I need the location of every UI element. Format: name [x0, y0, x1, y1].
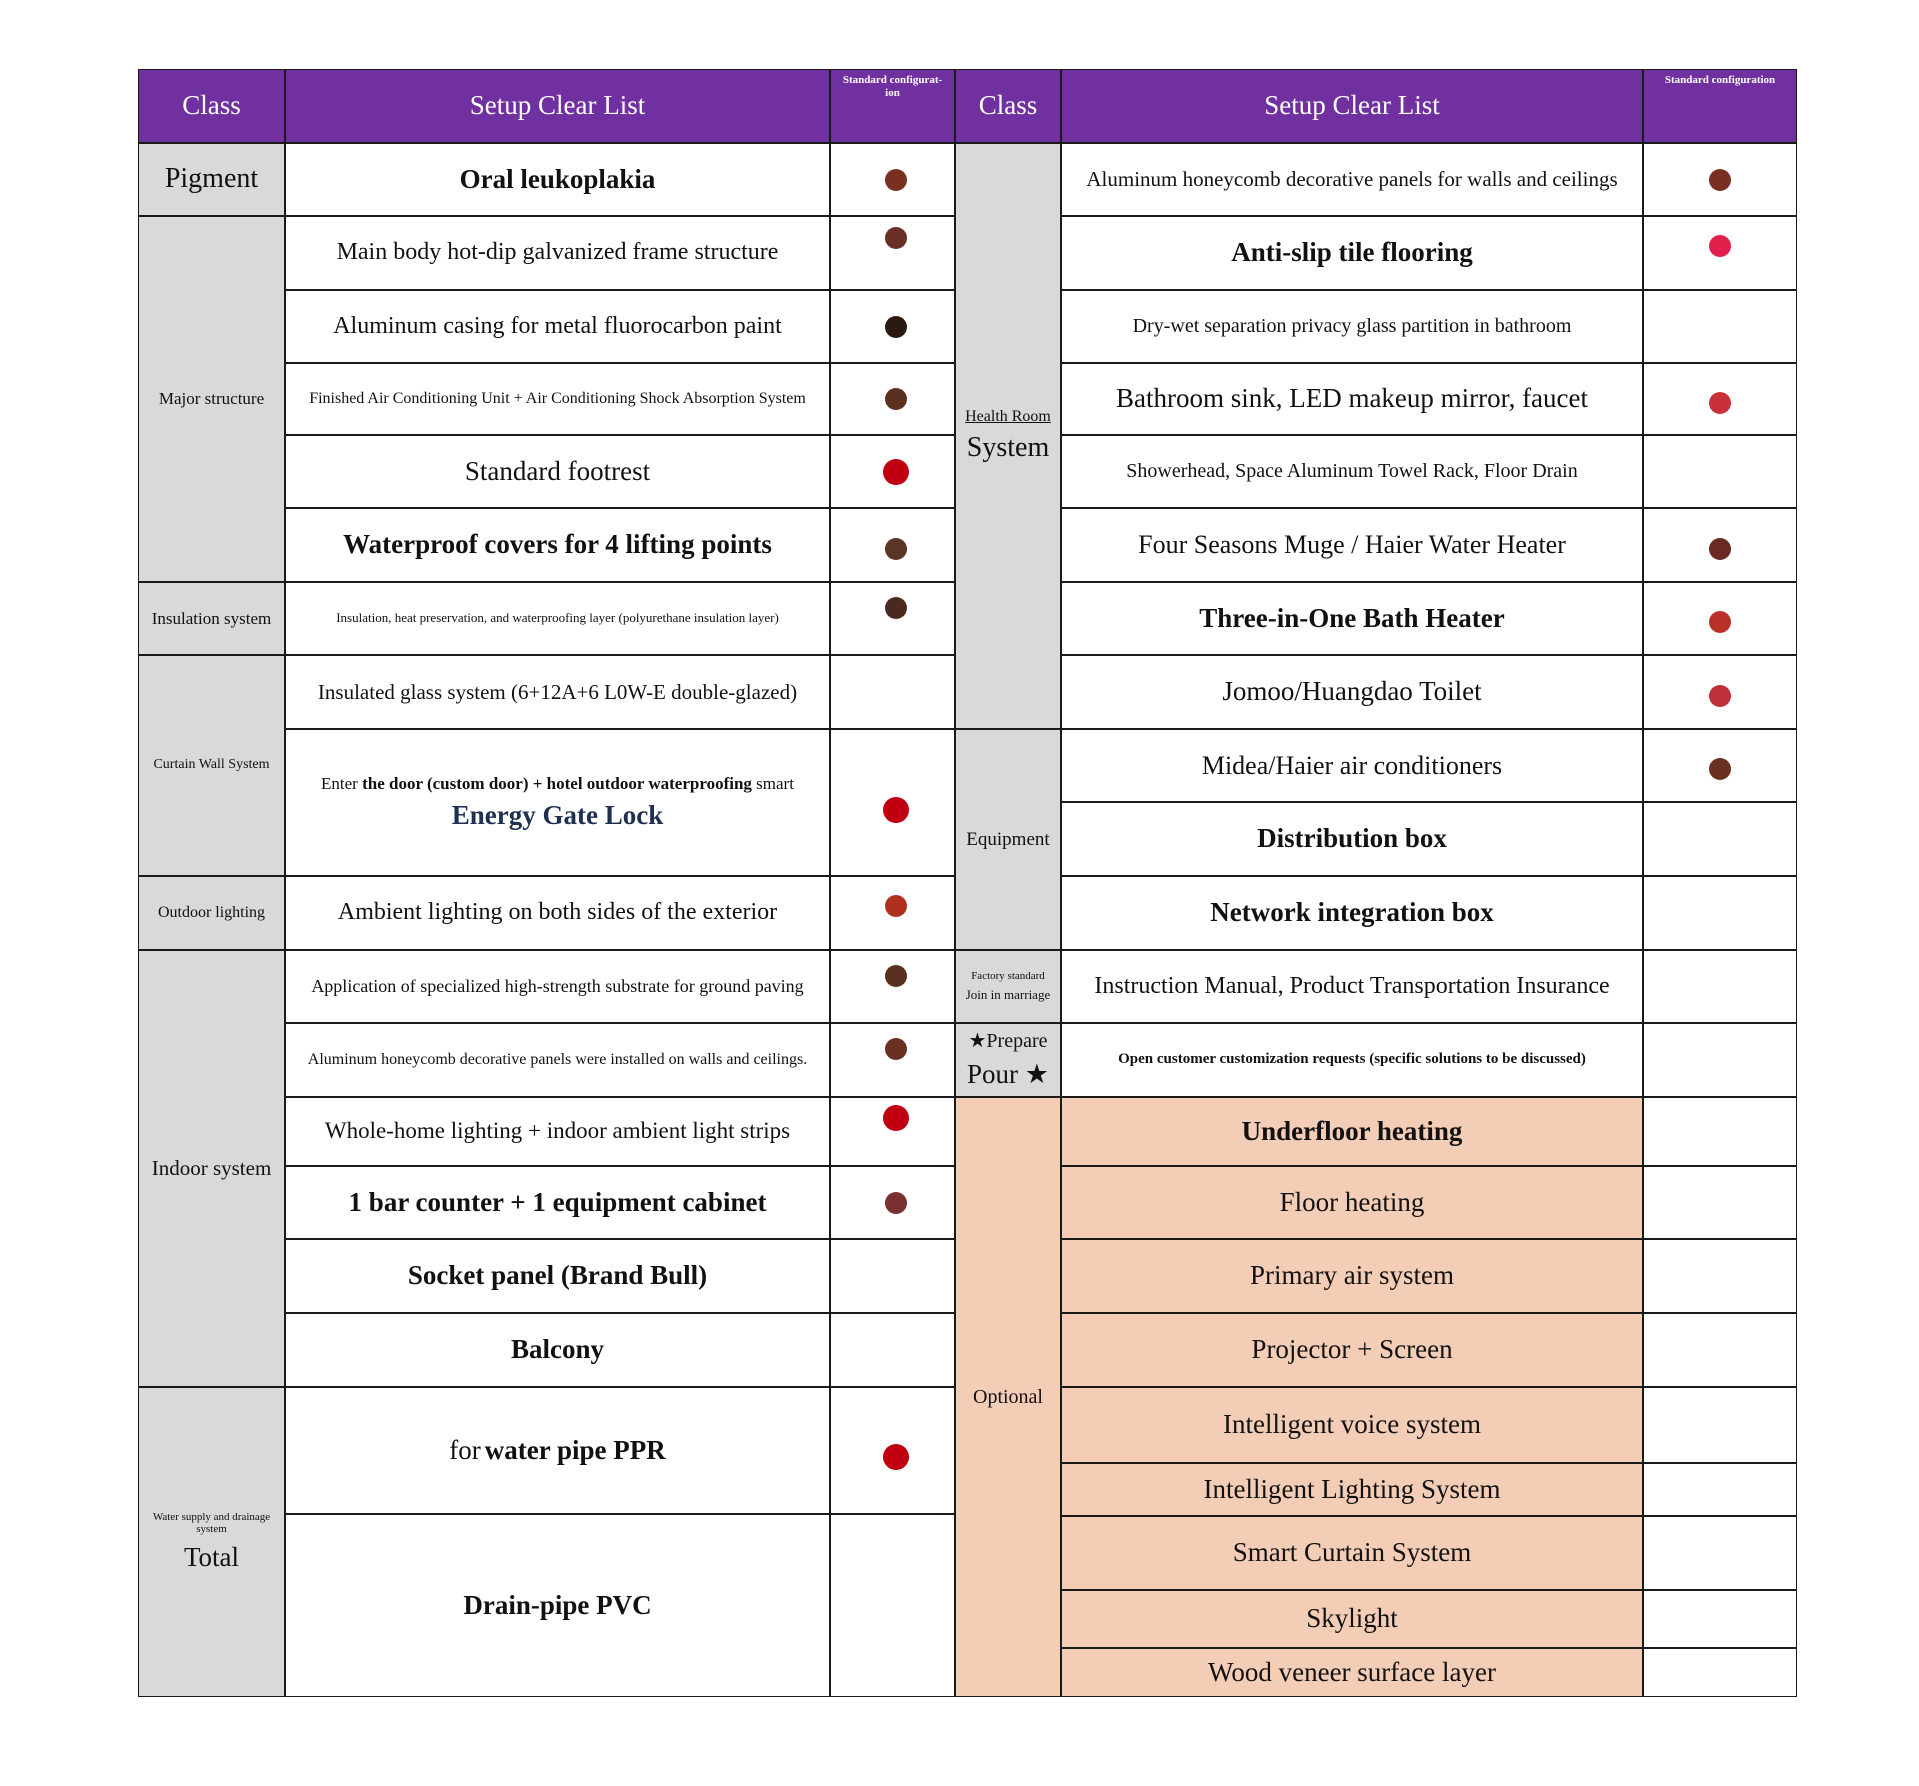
right-standard-17 [1643, 1313, 1797, 1387]
left-standard-dot [885, 1038, 907, 1060]
left-class-label: Indoor system [151, 1156, 272, 1181]
right-item-text: Dry-wet separation privacy glass partition in bathroom [1132, 315, 1572, 337]
right-item-text: Intelligent Lighting System [1203, 1473, 1501, 1504]
left-standard-18 [830, 1514, 955, 1697]
left-item-text: Waterproof covers for 4 lifting points [343, 529, 772, 560]
left-class-1 [138, 143, 285, 216]
left-item-5 [285, 435, 830, 508]
left-standard-dot [883, 797, 909, 823]
left-item-6 [285, 508, 830, 582]
left-standard-dot [883, 459, 909, 485]
left-item-text: Balcony [510, 1334, 604, 1365]
left-standard-dot [885, 538, 907, 560]
right-item-4 [1061, 363, 1643, 435]
left-item-text: Standard footrest [464, 455, 651, 486]
right-standard-dot [1709, 169, 1731, 191]
right-class-4 [955, 1023, 1061, 1097]
right-standard-dot [1709, 685, 1731, 707]
right-class-3 [955, 950, 1061, 1023]
right-item-text: Four Seasons Muge / Haier Water Heater [1138, 530, 1566, 560]
left-item-13 [285, 1097, 830, 1166]
right-standard-20 [1643, 1516, 1797, 1590]
left-header-list [285, 69, 830, 143]
right-standard-12 [1643, 950, 1797, 1023]
right-standard-dot [1709, 392, 1731, 414]
left-class-3 [138, 582, 285, 655]
right-standard-22 [1643, 1648, 1797, 1697]
left-standard-dot [885, 597, 907, 619]
right-standard-16 [1643, 1239, 1797, 1313]
right-class-1 [955, 143, 1061, 729]
right-item-text: Skylight [1306, 1603, 1398, 1634]
left-class-label: Water supply and drainage system [152, 1510, 271, 1536]
left-item-8 [285, 655, 830, 729]
left-class-label: Insulation system [151, 608, 272, 628]
right-item-5 [1061, 435, 1643, 508]
right-item-text: Network integration box [1210, 897, 1494, 928]
right-item-13 [1061, 1023, 1643, 1097]
right-class-label: Equipment [966, 828, 1050, 850]
left-header-class-label: Class [182, 90, 241, 121]
right-item-16 [1061, 1239, 1643, 1313]
right-item-text: Showerhead, Space Aluminum Towel Rack, Floor Drain [1126, 460, 1578, 482]
left-header-standard-label: Standard configurat-ion [842, 74, 943, 99]
right-class-label: Optional [973, 1385, 1043, 1408]
left-item-7 [285, 582, 830, 655]
right-standard-dot [1709, 235, 1731, 257]
left-standard-dot [885, 169, 907, 191]
right-item-text: Midea/Haier air conditioners [1201, 750, 1503, 780]
left-item-text: 1 bar counter + 1 equipment cabinet [348, 1186, 767, 1217]
left-standard-12 [830, 1023, 955, 1097]
right-header-standard-label: Standard configuration [1664, 74, 1776, 86]
right-item-17 [1061, 1313, 1643, 1387]
right-standard-10 [1643, 802, 1797, 876]
right-header-class-label: Class [978, 90, 1038, 121]
right-item-text: Bathroom sink, LED makeup mirror, faucet [1115, 383, 1589, 414]
right-item-19 [1061, 1463, 1643, 1516]
right-header-standard [1643, 69, 1797, 143]
left-header-standard [830, 69, 955, 143]
door-lock-line [321, 774, 794, 794]
right-standard-dot [1709, 758, 1731, 780]
right-header-class [955, 69, 1061, 143]
right-item-9 [1061, 729, 1643, 802]
left-item-text: Ambient lighting on both sides of the exterior [337, 899, 778, 926]
left-standard-dot [885, 388, 907, 410]
energy-gate-lock-text: Energy Gate Lock [451, 799, 664, 830]
left-class-sublabel: Total [183, 1542, 240, 1573]
left-item-text: Socket panel (Brand Bull) [407, 1260, 708, 1291]
right-standard-15 [1643, 1166, 1797, 1239]
left-item-text: Finished Air Conditioning Unit + Air Conditioning Shock Absorption System [309, 389, 806, 407]
right-class-2 [955, 729, 1061, 950]
right-item-20 [1061, 1516, 1643, 1590]
left-item-16 [285, 1313, 830, 1387]
right-standard-5 [1643, 435, 1797, 508]
left-item-text: Oral leukoplakia [459, 163, 656, 194]
left-standard-dot [885, 895, 907, 917]
right-item-text: Anti-slip tile flooring [1231, 237, 1473, 268]
left-standard-dot [883, 1105, 909, 1131]
right-item-text: Floor heating [1279, 1186, 1425, 1217]
left-item-2 [285, 216, 830, 290]
left-item-text: Insulated glass system (6+12A+6 L0W-E double-glazed) [317, 679, 798, 704]
left-class-7 [138, 1387, 285, 1697]
left-item-9 [285, 729, 830, 876]
right-item-2 [1061, 216, 1643, 290]
right-header-list-label: Setup Clear List [1264, 90, 1440, 121]
right-item-12 [1061, 950, 1643, 1023]
left-standard-dot [885, 965, 907, 987]
door-text-c: smart [756, 774, 794, 794]
right-item-text: Instruction Manual, Product Transportation Insurance [1094, 972, 1610, 999]
left-class-6 [138, 950, 285, 1387]
water-pipe-text-a: for [449, 1434, 481, 1465]
right-item-text: Smart Curtain System [1232, 1537, 1472, 1568]
left-item-text: Whole-home lighting + indoor ambient light strips [324, 1118, 791, 1144]
right-class-sublabel: System [966, 432, 1050, 464]
right-item-text: Distribution box [1257, 823, 1447, 854]
right-standard-3 [1643, 290, 1797, 363]
right-standard-dot [1709, 538, 1731, 560]
left-item-10 [285, 876, 830, 950]
right-item-11 [1061, 876, 1643, 950]
left-class-label: Pigment [164, 163, 259, 195]
right-item-text: Open customer customization requests (specific solutions to be discussed) [1118, 1051, 1586, 1068]
right-standard-11 [1643, 876, 1797, 950]
right-item-3 [1061, 290, 1643, 363]
left-item-text: Aluminum honeycomb decorative panels were installed on walls and ceilings. [307, 1050, 808, 1068]
left-item-15 [285, 1239, 830, 1313]
right-item-6 [1061, 508, 1643, 582]
right-item-text: Intelligent voice system [1223, 1409, 1481, 1440]
left-class-2 [138, 216, 285, 582]
door-text-b: the door (custom door) + hotel outdoor waterproofing [362, 774, 752, 794]
left-item-text: Aluminum casing for metal fluorocarbon paint [333, 312, 782, 339]
left-item-12 [285, 1023, 830, 1097]
right-class-label: Factory standard [971, 969, 1045, 982]
left-header-class [138, 69, 285, 143]
left-item-18 [285, 1514, 830, 1697]
left-item-3 [285, 290, 830, 363]
right-standard-21 [1643, 1590, 1797, 1648]
right-item-1 [1061, 143, 1643, 216]
right-item-text: Jomoo/Huangdao Toilet [1222, 676, 1482, 707]
left-class-4 [138, 655, 285, 876]
left-class-label: Curtain Wall System [153, 757, 270, 773]
left-standard-8 [830, 655, 955, 729]
right-item-10 [1061, 802, 1643, 876]
left-class-label: Outdoor lighting [157, 903, 266, 921]
door-text-a: Enter [321, 774, 358, 794]
left-item-text: Drain-pipe PVC [463, 1589, 652, 1620]
right-class-label: Health Room [965, 407, 1051, 425]
right-item-text: Aluminum honeycomb decorative panels for walls and ceilings [1086, 167, 1618, 192]
water-pipe-line [449, 1435, 665, 1466]
right-class-sublabel: Pour ★ [967, 1058, 1049, 1089]
right-item-text: Wood veneer surface layer [1208, 1656, 1496, 1687]
right-item-18 [1061, 1387, 1643, 1463]
left-class-5 [138, 876, 285, 950]
left-standard-dot [885, 227, 907, 249]
left-header-list-label: Setup Clear List [469, 90, 646, 121]
left-standard-dot [885, 1192, 907, 1214]
right-standard-18 [1643, 1387, 1797, 1463]
right-class-5 [955, 1097, 1061, 1697]
left-item-1 [285, 143, 830, 216]
left-standard-dot [885, 316, 907, 338]
right-class-label: ★Prepare [968, 1029, 1048, 1052]
left-item-11 [285, 950, 830, 1023]
right-standard-13 [1643, 1023, 1797, 1097]
left-standard-16 [830, 1313, 955, 1387]
right-standard-dot [1709, 611, 1731, 633]
right-standard-14 [1643, 1097, 1797, 1166]
left-item-14 [285, 1166, 830, 1239]
left-item-text: Insulation, heat preservation, and waterproofing layer (polyurethane insulation layer) [336, 610, 779, 626]
left-standard-dot [883, 1444, 909, 1470]
right-item-8 [1061, 655, 1643, 729]
right-item-text: Underfloor heating [1241, 1115, 1463, 1146]
right-item-22 [1061, 1648, 1643, 1697]
right-standard-19 [1643, 1463, 1797, 1516]
left-item-4 [285, 363, 830, 435]
right-item-21 [1061, 1590, 1643, 1648]
right-item-text: Three-in-One Bath Heater [1199, 602, 1505, 633]
left-item-17 [285, 1387, 830, 1514]
left-class-label: Major structure [158, 389, 265, 409]
left-standard-15 [830, 1239, 955, 1313]
left-item-text: Main body hot-dip galvanized frame structure [336, 239, 779, 266]
right-item-text: Primary air system [1250, 1260, 1454, 1291]
left-item-text: Application of specialized high-strength substrate for ground paving [311, 976, 804, 997]
right-item-15 [1061, 1166, 1643, 1239]
right-item-14 [1061, 1097, 1643, 1166]
right-header-list [1061, 69, 1643, 143]
right-class-sublabel: Join in marriage [965, 987, 1051, 1003]
right-item-7 [1061, 582, 1643, 655]
water-pipe-text-b: water pipe PPR [484, 1434, 666, 1465]
right-item-text: Projector + Screen [1251, 1334, 1453, 1365]
